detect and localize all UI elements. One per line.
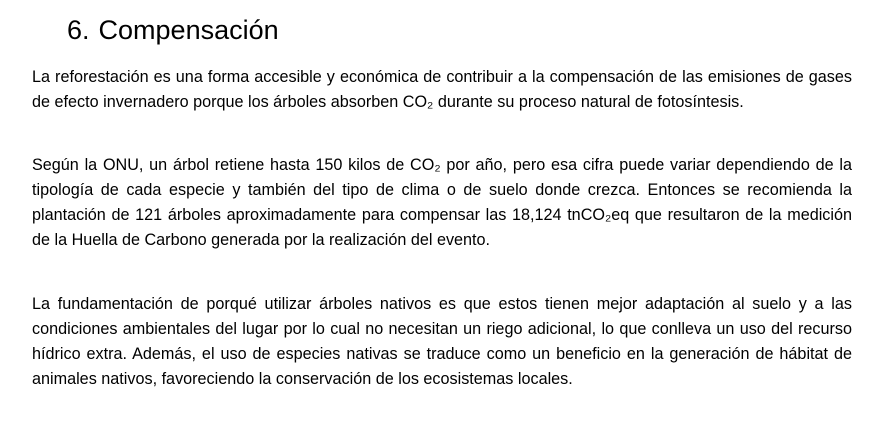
paragraph-native-trees: La fundamentación de porqué utilizar árboles nativos es que estos tienen mejor adaptación al suelo y a las condiciones ambientales del lugar por lo cual no necesitan un riego adicional, lo que conlleva un uso del recurso hídrico extra. Además, el uso de especies nativas se traduce como un beneficio en la generación de hábitat de animales nativos, favoreciendo la conservación de los ecosistemas locales.: [32, 295, 852, 388]
section-heading: [67, 12, 279, 48]
paragraph-onu-tree-retention: Según la ONU, un árbol retiene hasta 150 kilos de CO₂ por año, pero esa cifra puede variar dependiendo de la tipología de cada especie y también del tipo de clima o de suelo donde crezca. Entonces se recomienda la plantación de 121 árboles aproximadamente para compensar las 18,124 tnCO₂eq que resultaron de la medición de la Huella de Carbono generada por la realización del evento.: [32, 156, 852, 249]
paragraph-reforestation: La reforestación es una forma accesible y económica de contribuir a la compensación de las emisiones de gases de efecto invernadero porque los árboles absorben CO₂ durante su proceso natural de fotosíntesis.: [32, 68, 852, 111]
section-number: 6.: [67, 15, 90, 45]
section-title: Compensación: [98, 15, 279, 45]
